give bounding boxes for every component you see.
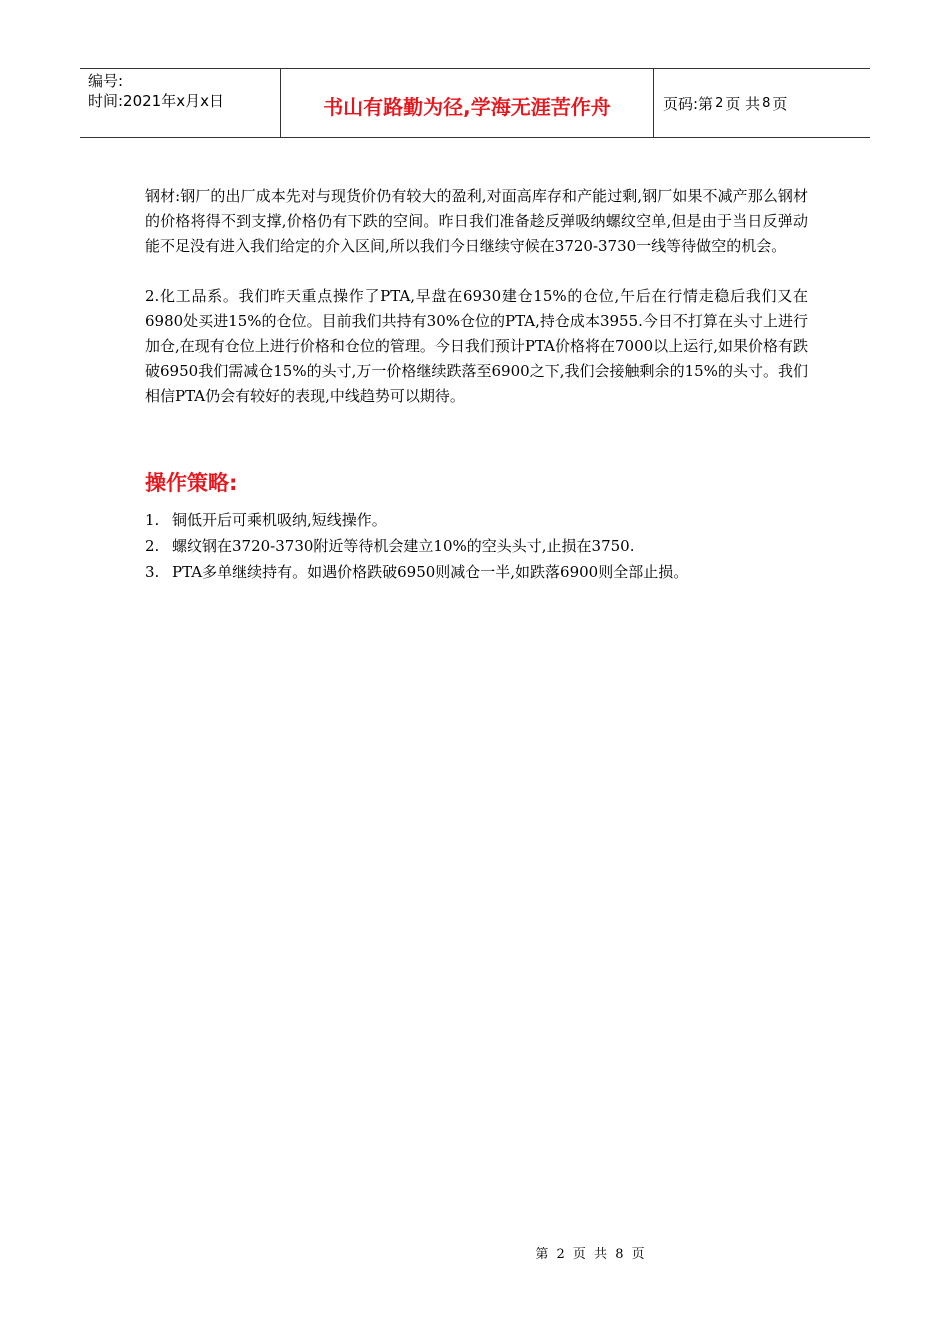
- header-motto: 书山有路勤为径,学海无涯苦作舟: [281, 69, 654, 137]
- strategy-item-number: 3.: [145, 563, 160, 581]
- strategy-item: [145, 559, 808, 585]
- strategy-heading: 操作策略:: [145, 471, 238, 495]
- paragraph-spacer: [145, 259, 808, 284]
- page-prefix: 页码:第: [663, 94, 714, 113]
- document-body: [145, 184, 808, 409]
- header-meta: [80, 69, 281, 137]
- paragraph-steel: 钢材:钢厂的出厂成本先对与现货价仍有较大的盈利,对面高库存和产能过剩,钢厂如果不减产那么钢材的价格将得不到支撑,价格仍有下跌的空间。昨日我们准备趁反弹吸纳螺纹空单,但是由于当日反弹动能不足没有进入我们给定的介入区间,所以我们今日继续守候在3720-3730一线等待做空的机会。: [145, 187, 808, 255]
- strategy-item: [145, 507, 808, 533]
- strategy-item-number: 1.: [145, 511, 160, 529]
- strategy-item: [145, 533, 808, 559]
- header-code-label: 编号:: [88, 72, 124, 90]
- strategy-item-text: 螺纹钢在3720-3730附近等待机会建立10%的空头头寸,止损在3750.: [172, 537, 635, 555]
- strategy-list: [145, 507, 808, 585]
- page-current: 2: [715, 95, 724, 111]
- paragraph-chemicals: 2.化工品系。我们昨天重点操作了PTA,早盘在6930建仓15%的仓位,午后在行情走稳后我们又在6980处买进15%的仓位。目前我们共持有30%仓位的PTA,持仓成本3955.今日不打算在头寸上进行加仓,在现有仓位上进行价格和仓位的管理。今日我们预计PTA价格将在7000以上运行,如果价格有跌破6950我们需减仓15%的头寸,万一价格继续跌落至6900之下,我们会接触剩余的15%的头寸。我们相信PTA仍会有较好的表现,中线趋势可以期待。: [145, 287, 808, 405]
- page-header: [80, 68, 870, 138]
- header-time-label: 时间:2021年x月x日: [88, 92, 224, 110]
- strategy-item-text: PTA多单继续持有。如遇价格跌破6950则减仓一半,如跌落6900则全部止损。: [172, 563, 689, 581]
- page-suffix: 页: [772, 94, 788, 113]
- strategy-item-text: 铜低开后可乘机吸纳,短线操作。: [172, 511, 387, 529]
- strategy-item-number: 2.: [145, 537, 160, 555]
- page-footer: 第 2 页 共 8 页: [535, 1247, 645, 1262]
- header-page-number: [654, 69, 870, 137]
- page-mid: 页 共: [725, 94, 761, 113]
- page-total: 8: [762, 95, 771, 111]
